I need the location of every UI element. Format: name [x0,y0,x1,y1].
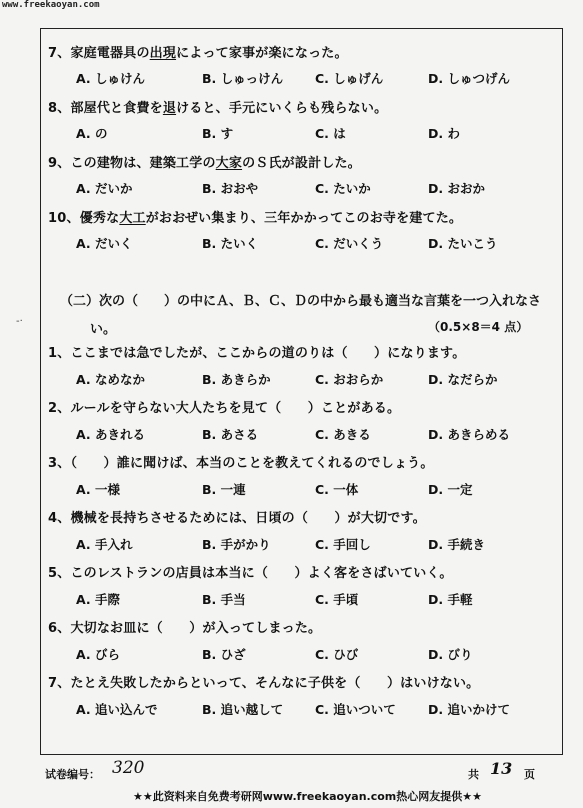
s2-question-7: 7、たとえ失敗したからといって、そんなに子供を（ ）はいけない。 [48,676,480,691]
s2-question-5: 5、このレストランの店員は本当に（ ）よく客をさばいていく。 [48,566,453,581]
total-pages: 13 [490,759,513,778]
s2-question-4: 4、機械を長持ちさせるためには、日頃の（ ）が大切です。 [48,511,426,526]
s2-question-6: 6、大切なお皿に（ ）が入ってしまった。 [48,621,322,636]
exam-code-value: 320 [112,758,145,778]
page-label: 页 [524,768,535,781]
source-banner: ★★此资料来自免费考研网www.freekaoyan.com热心网友提供★★ [133,790,482,803]
total-label: 共 [468,768,479,781]
site-url: www.freekaoyan.com [2,0,100,10]
question-7: 7、家庭電器具の出現によって家事が楽になった。 [48,46,348,61]
section-2-instruction-cont: い。 [90,322,117,337]
question-8: 8、部屋代と食費を退けると、手元にいくらも残らない。 [48,101,388,116]
exam-code-label: 试卷编号： [45,768,100,781]
question-10: 10、優秀な大工がおおぜい集まり、三年かかってこのお寺を建てた。 [48,211,463,226]
s2-question-1: 1、ここまでは急でしたが、ここからの道のりは（ ）になります。 [48,346,466,361]
section-2-score: （0.5×8＝4 点） [428,320,529,334]
question-9: 9、この建物は、建築工学の大家のＳ氏が設計した。 [48,156,361,171]
section-2-instruction: （二）次の（ ）の中にＡ、Ｂ、Ｃ、Ｄの中から最も適当な言葉を一つ入れなさ [60,294,542,309]
margin-mark: -· [16,316,23,327]
s2-question-2: 2、ルールを守らない大人たちを見て（ ）ことがある。 [48,401,401,416]
s2-question-3: 3、（ ）誰に聞けば、本当のことを教えてくれるのでしょう。 [48,456,434,471]
